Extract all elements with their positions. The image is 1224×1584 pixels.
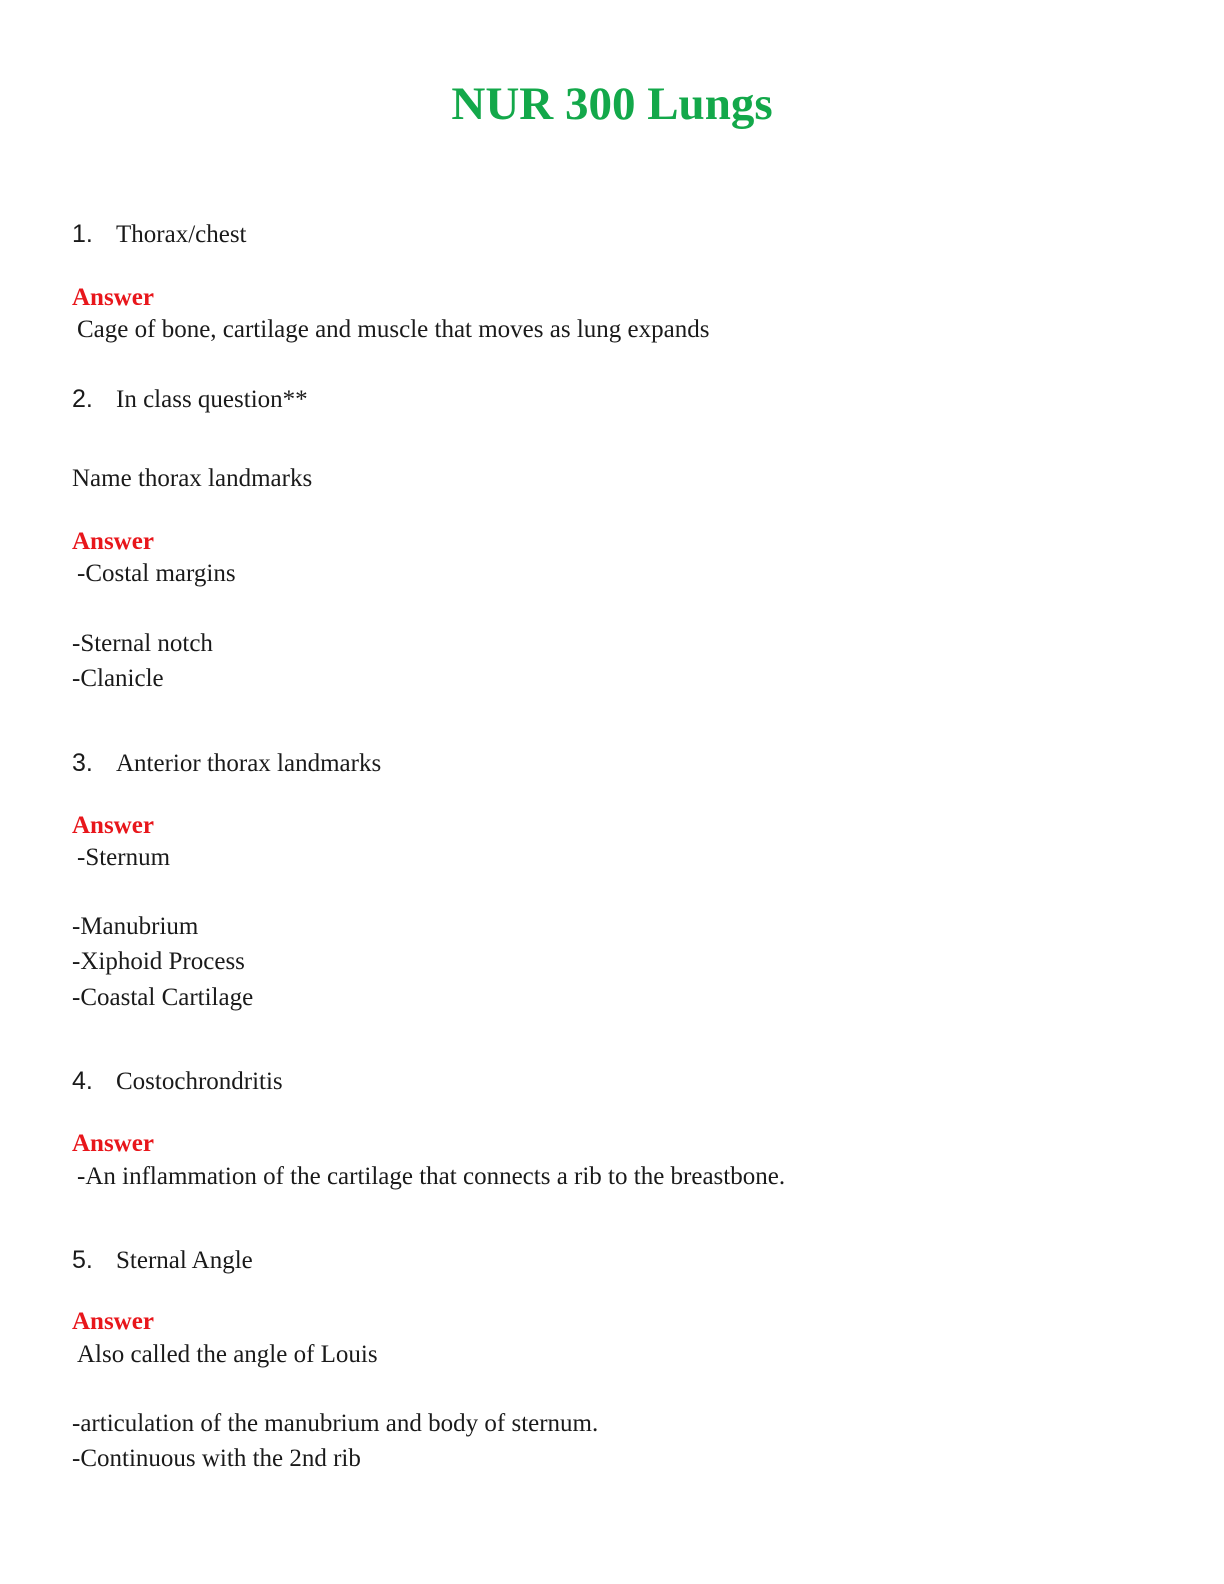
question-3	[72, 747, 381, 780]
question-5	[72, 1244, 253, 1277]
answer-label: Answer	[72, 812, 154, 839]
answer-line: -Clanicle	[72, 665, 164, 692]
answer-line: -Sternal notch	[72, 630, 213, 657]
answer-label: Answer	[72, 1308, 154, 1335]
answer-line: -articulation of the manubrium and body of sternum.	[72, 1410, 599, 1437]
question-number: 3.	[72, 749, 93, 777]
answer-line: -Xiphoid Process	[72, 948, 245, 975]
answer-line: Cage of bone, cartilage and muscle that moves as lung expands	[77, 316, 710, 343]
answer-line: -An inflammation of the cartilage that connects a rib to the breastbone.	[77, 1163, 786, 1190]
question-4	[72, 1065, 283, 1098]
page-title: NUR 300 Lungs	[451, 78, 773, 130]
question-text: Costochrondritis	[116, 1068, 283, 1095]
question-number: 1.	[72, 220, 93, 248]
answer-line: -Sternum	[77, 844, 171, 871]
answer-line: -Continuous with the 2nd rib	[72, 1445, 361, 1472]
question-text: Thorax/chest	[116, 221, 247, 248]
question-1	[72, 218, 247, 251]
question-number: 5.	[72, 1246, 93, 1274]
answer-label: Answer	[72, 1130, 154, 1157]
question-2	[72, 383, 308, 416]
answer-line: Also called the angle of Louis	[77, 1341, 378, 1368]
question-number: 4.	[72, 1067, 93, 1095]
answer-line: -Coastal Cartilage	[72, 984, 254, 1011]
question-text: In class question**	[116, 386, 308, 413]
answer-line: -Manubrium	[72, 913, 199, 940]
answer-line: -Costal margins	[77, 560, 236, 587]
answer-label: Answer	[72, 284, 154, 311]
question-extra-text: Name thorax landmarks	[72, 465, 313, 492]
question-text: Anterior thorax landmarks	[116, 750, 382, 777]
question-text: Sternal Angle	[116, 1247, 253, 1274]
answer-label: Answer	[72, 528, 154, 555]
question-number: 2.	[72, 385, 93, 413]
